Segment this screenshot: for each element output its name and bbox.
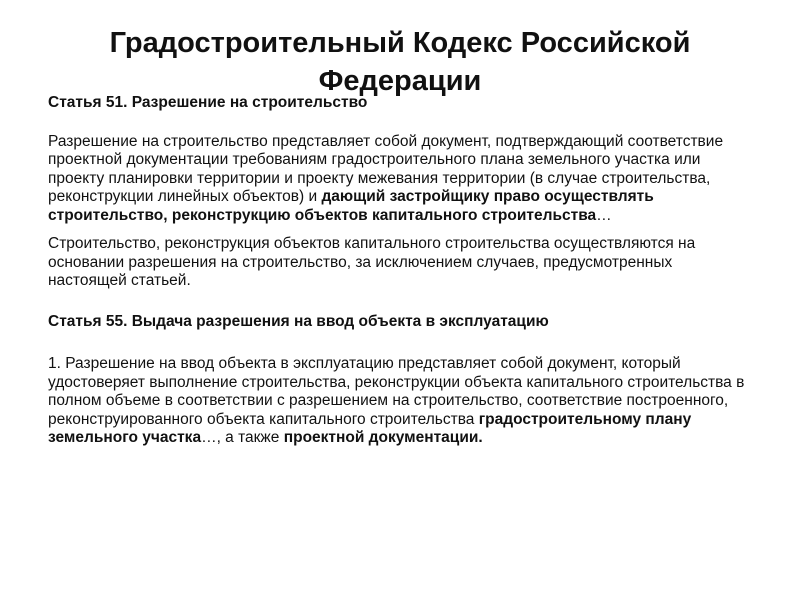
article-55-paragraph-1-mid: …, а также <box>201 429 284 446</box>
article-51-paragraph-1-text: Разрешение на строительство представляет собой документ, подтверждающий соответствие проектной документации требованиям градостроительного плана земельного участка или проекту планировки территории и проекту межевания территории (в случае строительства, реконструкции линейных объектов) и <box>48 132 724 205</box>
slide-title: Градостроительный Кодекс Российской Федерации <box>109 27 691 97</box>
article-51-paragraph-1-bold: дающий застройщику право осуществлять строительство, реконструкцию объектов капитального строительства <box>48 188 654 224</box>
article-55-paragraph-1-text: 1. Разрешение на ввод объекта в эксплуатацию представляет собой документ, который удостоверяет выполнение строительства, реконструкции объекта капитального строительства в полном объеме в соответствии с разрешением на строительство, соответствие построенного, реконструированного объекта капитального строительства <box>48 355 745 428</box>
article-51-paragraph-1-ellipsis: … <box>596 206 612 224</box>
article-55-paragraph-1-bold-1: градостроительному плану земельного участка <box>48 410 692 446</box>
article-51-paragraph-1 <box>48 133 748 226</box>
article-55-heading: Статья 55. Выдача разрешения на ввод объекта в эксплуатацию <box>48 312 549 330</box>
slide-content <box>48 94 748 448</box>
article-51-paragraph-2: Строительство, реконструкция объектов капитального строительства осуществляются на основании разрешения на строительство, за исключением случаев, предусмотренных настоящей статьей. <box>48 235 696 289</box>
article-55-paragraph-1 <box>48 355 748 448</box>
article-55-paragraph-1-bold-2: проектной документации. <box>283 429 483 446</box>
article-51-heading: Статья 51. Разрешение на строительство <box>48 94 368 111</box>
